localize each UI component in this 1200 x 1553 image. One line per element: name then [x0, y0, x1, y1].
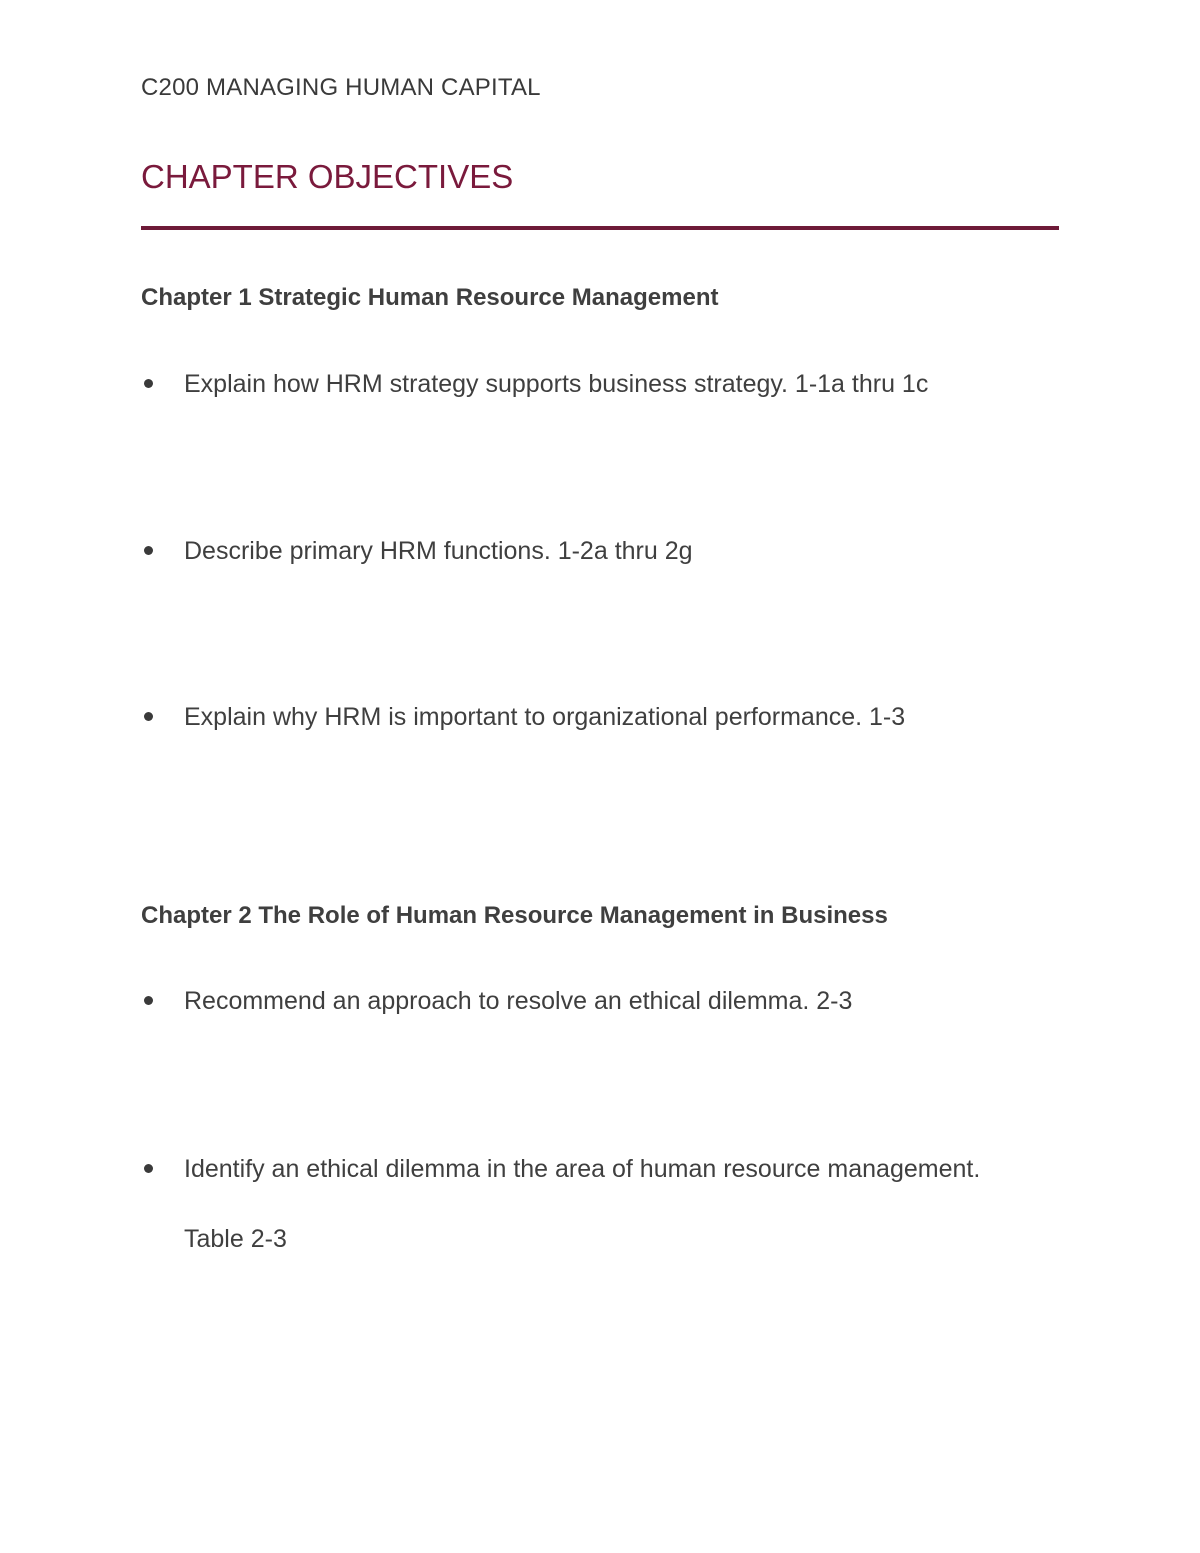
- bullet-icon: [144, 996, 153, 1005]
- chapter-heading: Chapter 1 Strategic Human Resource Management: [141, 284, 719, 311]
- objective-text: Recommend an approach to resolve an ethical dilemma. 2-3: [184, 987, 853, 1015]
- objective-reference: Table 2-3: [184, 1225, 287, 1253]
- title-divider: [141, 226, 1059, 230]
- objective-text: Explain how HRM strategy supports business strategy. 1-1a thru 1c: [184, 370, 929, 398]
- bullet-icon: [144, 1164, 153, 1173]
- bullet-icon: [144, 379, 153, 388]
- chapter-heading: Chapter 2 The Role of Human Resource Management in Business: [141, 902, 888, 929]
- objective-text: Identify an ethical dilemma in the area of human resource management.: [184, 1155, 981, 1183]
- course-header: C200 MANAGING HUMAN CAPITAL: [141, 74, 541, 101]
- objective-text: Explain why HRM is important to organizational performance. 1-3: [184, 703, 906, 731]
- bullet-icon: [144, 546, 153, 555]
- page-title: CHAPTER OBJECTIVES: [141, 158, 514, 195]
- bullet-icon: [144, 712, 153, 721]
- objective-text: Describe primary HRM functions. 1-2a thru 2g: [184, 537, 693, 565]
